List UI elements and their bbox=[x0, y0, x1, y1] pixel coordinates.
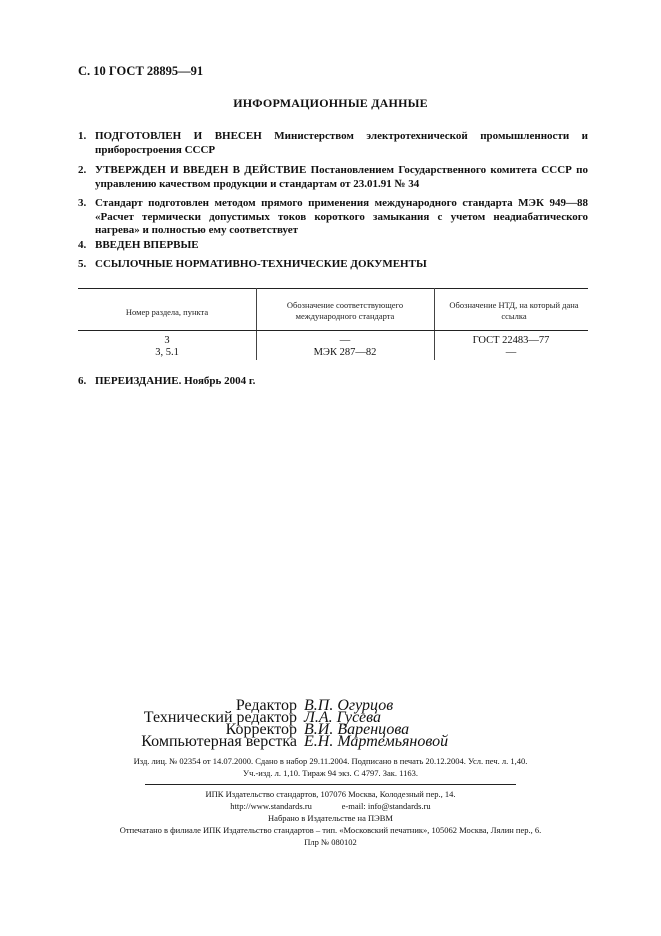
item-number: 5. bbox=[78, 258, 87, 270]
section-title: ИНФОРМАЦИОННЫЕ ДАННЫЕ bbox=[233, 96, 428, 110]
table-cell: — bbox=[505, 347, 517, 358]
credit-person: Е.Н. Мартемьяновой bbox=[304, 733, 449, 750]
publisher-line: Отпечатано в филиале ИПК Издательство стандартов – тип. «Московский печатник», 105062 Москва, Лялин пер., 6. bbox=[119, 825, 542, 835]
table-top-rule bbox=[78, 288, 588, 289]
item-number: 3. bbox=[78, 197, 87, 209]
info-item-3 bbox=[78, 197, 588, 238]
publisher-line: ИПК Издательство стандартов, 107076 Москва, Колодезный пер., 14. bbox=[205, 789, 456, 799]
publisher-line: Плр № 080102 bbox=[304, 837, 357, 847]
table-cell: 3, 5.1 bbox=[155, 347, 179, 358]
item-lead: ВВЕДЕН ВПЕРВЫЕ bbox=[95, 239, 199, 251]
footer-rule bbox=[145, 784, 516, 785]
info-item-1 bbox=[78, 130, 588, 157]
table-cell: МЭК 287—82 bbox=[313, 347, 377, 358]
credit-person: В.И. Варенцова bbox=[304, 721, 410, 738]
credit-role: Технический редактор bbox=[143, 709, 297, 726]
publisher-line: Набрано в Издательстве на ПЭВМ bbox=[268, 813, 393, 823]
table-cell: 3 bbox=[164, 335, 170, 346]
publisher-web-line: http://www.standards.ru e-mail: info@standards.ru bbox=[230, 801, 431, 811]
imprint-line: Изд. лиц. № 02354 от 14.07.2000. Сдано в набор 29.11.2004. Подписано в печать 20.12.2004. Усл. печ. л. 1,40. bbox=[133, 756, 528, 766]
credit-role: Редактор bbox=[235, 697, 297, 714]
info-item-5 bbox=[78, 258, 588, 272]
table-header-cell: Номер раздела, пункта bbox=[125, 307, 209, 317]
imprint-line: Уч.-изд. л. 1,10. Тираж 94 экз. С 4797. Зак. 1163. bbox=[243, 768, 418, 778]
info-item-6 bbox=[78, 375, 588, 389]
credit-person: Л.А. Гусева bbox=[304, 709, 381, 726]
item-number: 2. bbox=[78, 164, 87, 176]
item-text: Министерством электротехнической промышленности и приборостроения СССР bbox=[95, 130, 588, 156]
info-item-4 bbox=[78, 239, 588, 253]
credit-person: В.П. Огурцов bbox=[304, 697, 394, 714]
table-cell: — bbox=[339, 335, 351, 346]
table-header-cell: Обозначение соответствующего международного стандарта bbox=[286, 300, 404, 321]
item-lead: ПЕРЕИЗДАНИЕ. bbox=[95, 375, 182, 387]
item-text: Ноябрь 2004 г. bbox=[181, 375, 256, 387]
info-item-2 bbox=[78, 164, 588, 191]
item-lead: УТВЕРЖДЕН И ВВЕДЕН В ДЕЙСТВИЕ bbox=[95, 164, 307, 176]
item-lead: ПОДГОТОВЛЕН И ВНЕСЕН bbox=[95, 130, 262, 142]
item-number: 4. bbox=[78, 239, 87, 251]
table-header-cell: Обозначение НТД, на который дана ссылка bbox=[449, 300, 579, 321]
credit-role: Корректор bbox=[225, 721, 297, 738]
credit-role: Компьютерная верстка bbox=[141, 733, 297, 750]
item-text: Стандарт подготовлен методом прямого применения международного стандарта МЭК 949—88 «Расчет термически допустимых токов короткого замыкания с учетом неадиабатического нагрева» и полностью ему соответствует bbox=[95, 197, 588, 236]
item-number: 6. bbox=[78, 375, 87, 387]
page-header: С. 10 ГОСТ 28895—91 bbox=[78, 64, 204, 78]
item-lead: ССЫЛОЧНЫЕ НОРМАТИВНО-ТЕХНИЧЕСКИЕ ДОКУМЕНТЫ bbox=[95, 258, 427, 270]
item-number: 1. bbox=[78, 130, 87, 142]
item-text: Постановлением Государственного комитета СССР по управлению качеством продукции и стандартам от 23.01.91 № 34 bbox=[95, 164, 588, 190]
table-cell: ГОСТ 22483—77 bbox=[472, 335, 550, 346]
table-header-rule bbox=[78, 330, 588, 331]
